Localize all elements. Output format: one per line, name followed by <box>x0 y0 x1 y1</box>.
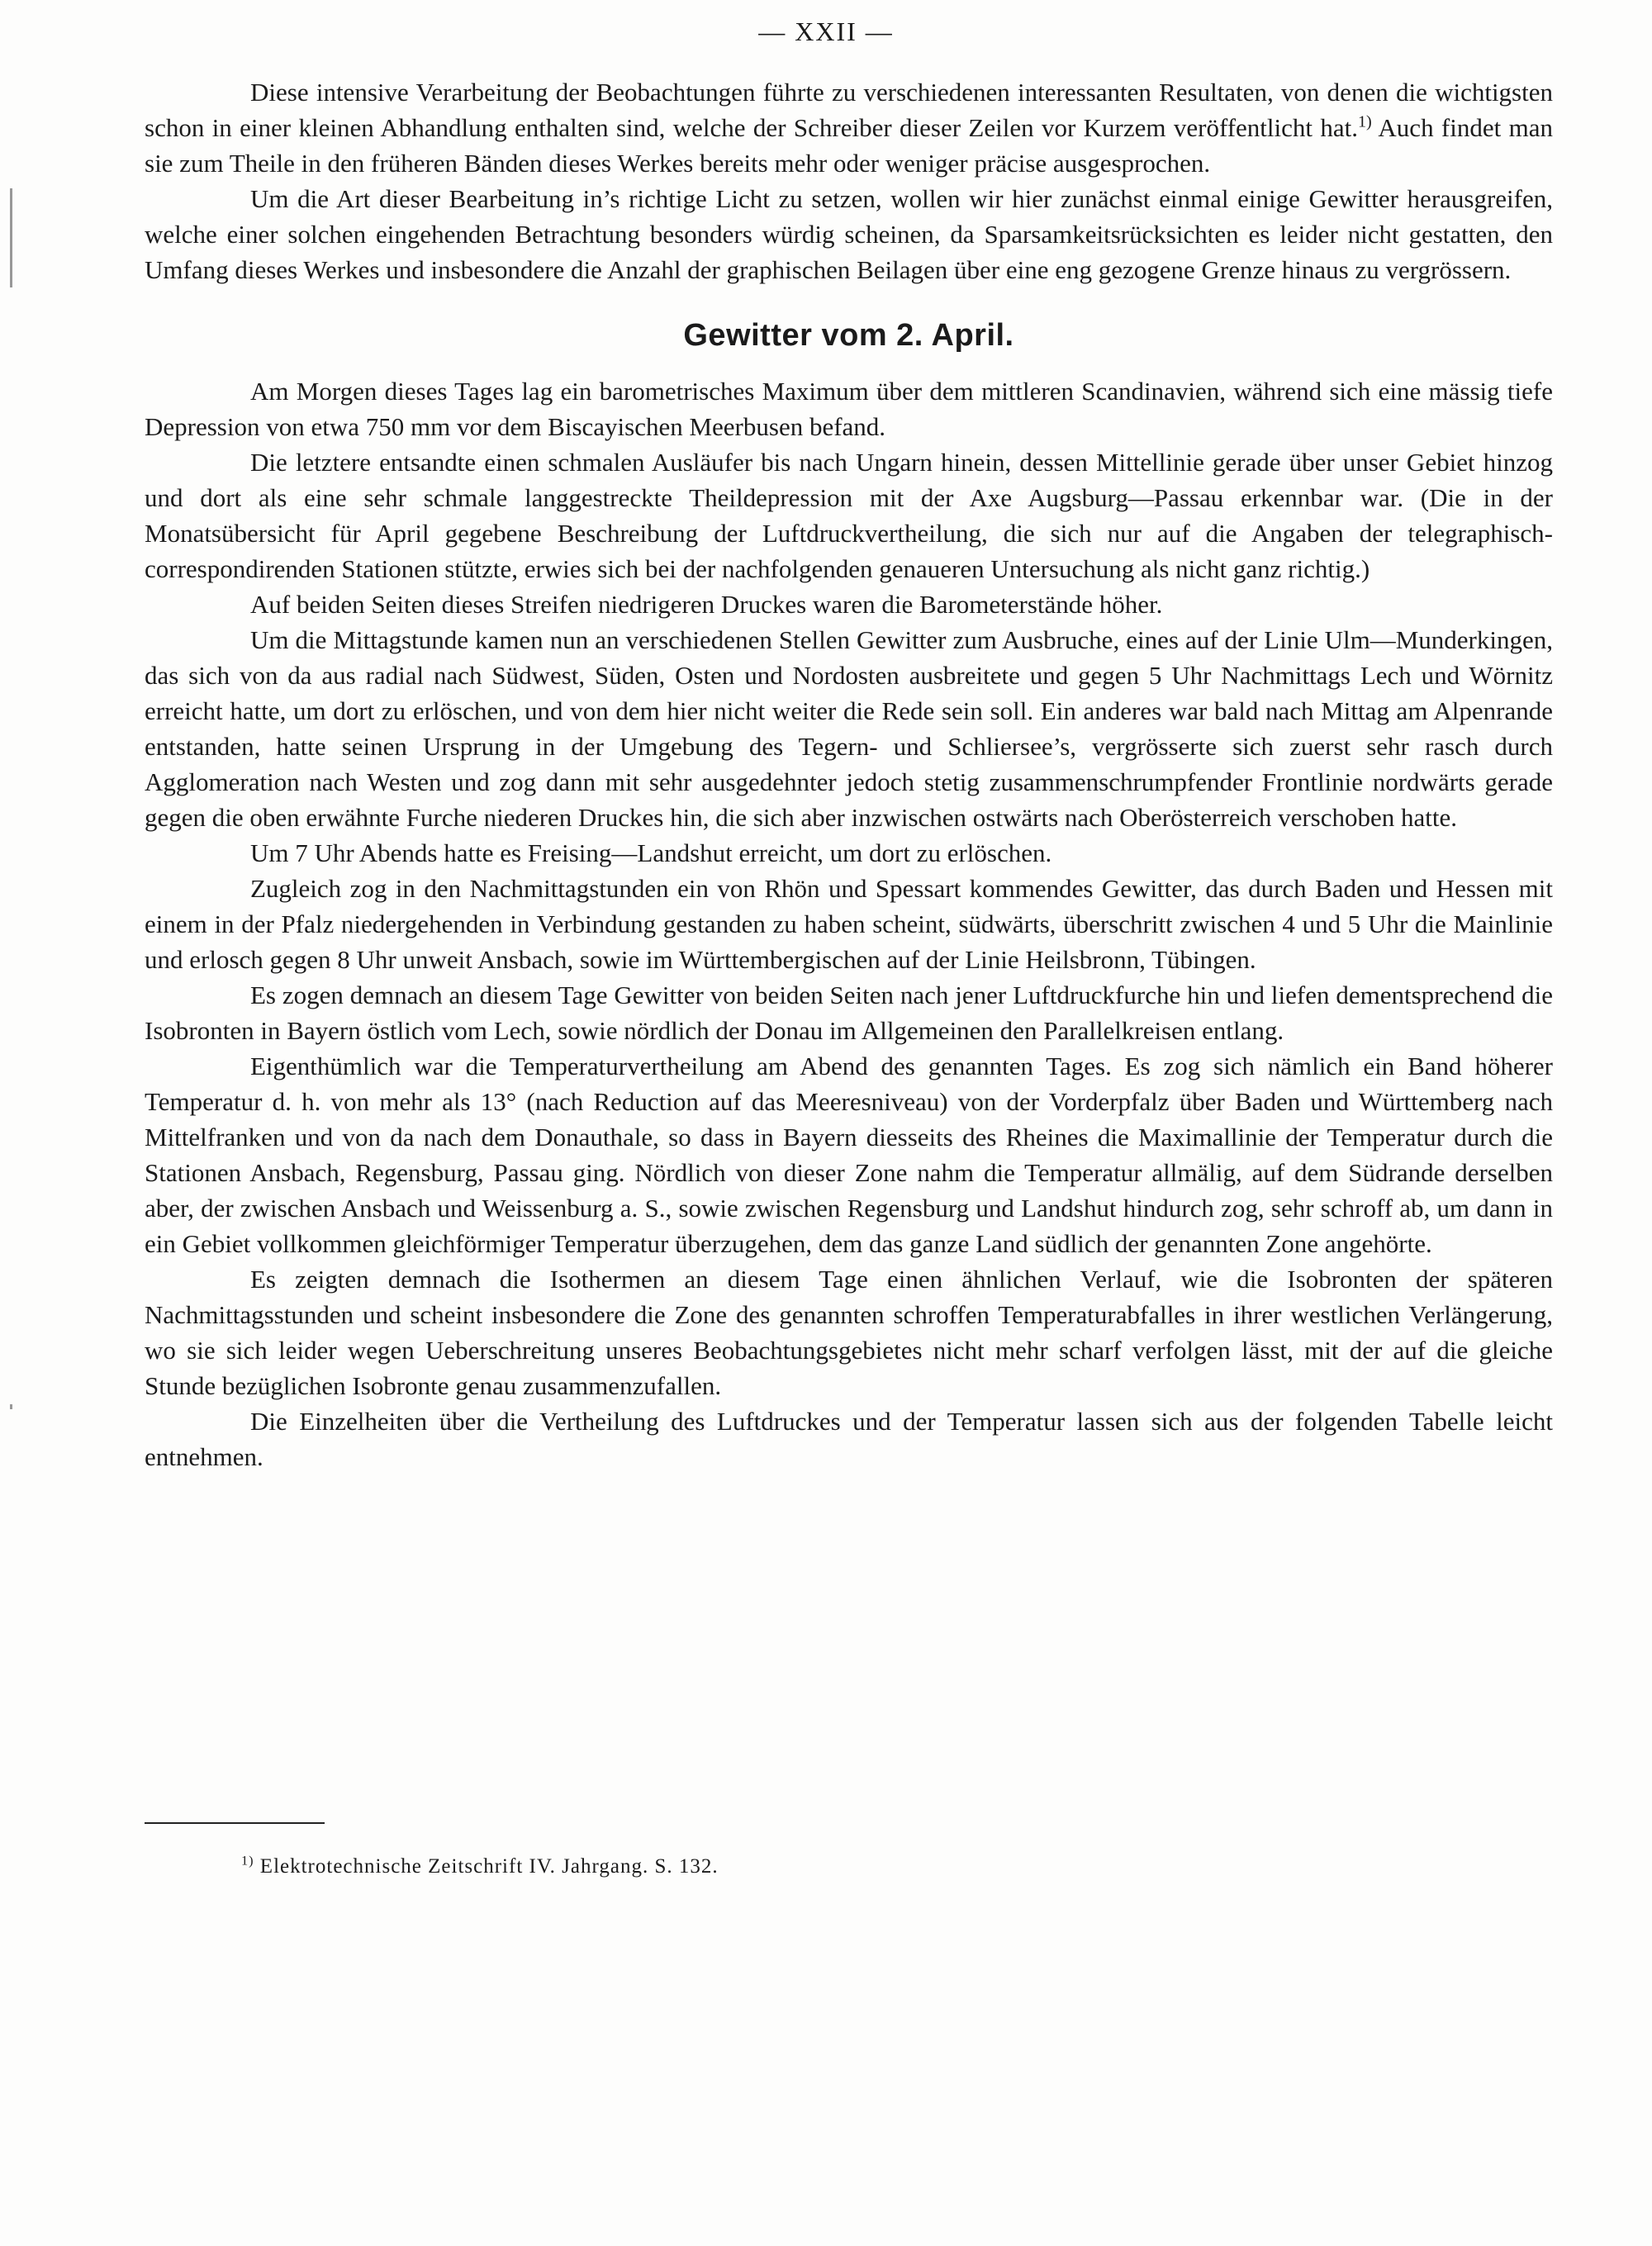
intro-paragraph-1-continued: Auch findet man sie zum Theile in den früheren Bänden dieses Werkes bereits mehr oder weniger präcise ausgesprochen. <box>145 113 1553 178</box>
section-paragraph: Auf beiden Seiten dieses Streifen niedrigeren Druckes waren die Barometerstände höher. <box>250 590 1163 619</box>
footnote-divider <box>145 1822 325 1824</box>
intro-paragraph-2: Um die Art dieser Bearbeitung in’s richtige Licht zu setzen, wollen wir hier zunächst einmal einige Gewitter herausgreifen, welche einer solchen eingehenden Betrachtung besonders würdig scheinen, da Sparsamkeitsrücksichten es leider nicht gestatten, den Umfang dieses Werkes und insbesondere die Anzahl der graphischen Beilagen über eine eng gezogene Grenze hinaus zu vergrössern. <box>145 184 1553 284</box>
intro-paragraph-1-text: Diese intensive Verarbeitung der Beobachtungen führte zu verschiedenen interessanten Resultaten, von denen die wichtigsten schon in einer kleinen Abhandlung enthalten sind, welche der Schreiber dieser Zeilen vor Kurzem veröffentlicht hat. <box>145 78 1553 142</box>
section-paragraph: Am Morgen dieses Tages lag ein barometrisches Maximum über dem mittleren Scandinavien, während sich eine mässig tiefe Depression von etwa 750 mm vor dem Biscayischen Meerbusen befand. <box>145 377 1553 441</box>
section-paragraph: Es zeigten demnach die Isothermen an diesem Tage einen ähnlichen Verlauf, wie die Isobronten der späteren Nachmittagsstunden und scheint insbesondere die Zone des genannten schroffen Temperaturabfalles in ihrer westlichen Verlängerung, wo sie sich leider wegen Ueberschreitung unseres Beobachtungsgebietes nicht mehr scharf verfolgen lässt, mit der auf die gleiche Stunde bezüglichen Isobronte genau zusammenzufallen. <box>145 1265 1553 1400</box>
section-paragraph: Es zogen demnach an diesem Tage Gewitter von beiden Seiten nach jener Luftdruckfurche hin und liefen dementsprechend die Isobronten in Bayern östlich vom Lech, sowie nördlich der Donau im Allgemeinen den Parallelkreisen entlang. <box>145 981 1553 1045</box>
intro-paragraph-1 <box>145 74 1553 181</box>
section-paragraph: Die letztere entsandte einen schmalen Ausläufer bis nach Ungarn hinein, dessen Mittellinie gerade über unser Gebiet hinzog und dort als eine sehr schmale langgestreckte Theildepression mit der Axe Augsburg—Passau erkennbar war. (Die in der Monatsübersicht für April gegebene Beschreibung der Luftdruckvertheilung, die sich nur auf die Angaben der telegraphisch-correspondirenden Stationen stützte, erwies sich bei der nachfolgenden genaueren Untersuchung als nicht ganz richtig.) <box>145 448 1553 583</box>
footnote <box>241 1854 719 1880</box>
section-paragraph: Zugleich zog in den Nachmittagstunden ein von Rhön und Spessart kommendes Gewitter, das durch Baden und Hessen mit einem in der Pfalz niedergehenden in Verbindung gestanden zu haben scheint, südwärts, überschritt zwischen 4 und 5 Uhr die Mainlinie und erlosch gegen 8 Uhr unweit Ansbach, sowie im Württembergischen auf der Linie Heilsbronn, Tübingen. <box>145 874 1553 974</box>
section-paragraph: Um die Mittagstunde kamen nun an verschiedenen Stellen Gewitter zum Ausbruche, eines auf der Linie Ulm—Munderkingen, das sich von da aus radial nach Südwest, Süden, Osten und Nordosten ausbreitete und gegen 5 Uhr Nachmittags Lech und Wörnitz erreicht hatte, um dort zu erlöschen, und von dem hier nicht weiter die Rede sein soll. Ein anderes war bald nach Mittag am Alpenrande entstanden, hatte seinen Ursprung in der Umgebung des Tegern- und Schliersee’s, vergrösserte sich zuerst sehr rasch durch Agglomeration nach Westen und zog dann mit sehr ausgedehnter jedoch stetig zusammenschrumpfender Frontlinie nordwärts gerade gegen die oben erwähnte Furche niederen Druckes hin, die sich aber inzwischen ostwärts nach Oberösterreich verschoben hatte. <box>145 625 1553 832</box>
section-paragraph: Die Einzelheiten über die Vertheilung des Luftdruckes und der Temperatur lassen sich aus der folgenden Tabelle leicht entnehmen. <box>145 1407 1553 1471</box>
footnote-reference[interactable]: 1) <box>1357 112 1372 131</box>
section-paragraph: Um 7 Uhr Abends hatte es Freising—Landshut erreicht, um dort zu erlöschen. <box>250 838 1052 867</box>
section-heading: Gewitter vom 2. April. <box>683 318 1014 353</box>
body-text <box>145 74 1553 1474</box>
section-paragraph: Eigenthümlich war die Temperaturvertheilung am Abend des genannten Tages. Es zog sich nämlich ein Band höherer Temperatur d. h. von mehr als 13° (nach Reduction auf das Meeresniveau) von der Vorderpfalz über Baden und Württemberg nach Mittelfranken und von da nach dem Donauthale, so dass in Bayern diesseits des Rheines die Maximallinie der Temperatur durch die Stationen Ansbach, Regensburg, Passau ging. Nördlich von dieser Zone nahm die Temperatur allmälig, auf dem Südrande derselben aber, der zwischen Ansbach und Weissenburg a. S., sowie zwischen Regensburg und Landshut hindurch zog, sehr schroff ab, um dann in ein Gebiet vollkommen gleichförmiger Temperatur überzugehen, dem das ganze Land südlich der genannten Zone angehörte. <box>145 1052 1553 1258</box>
margin-mark <box>10 188 12 287</box>
margin-mark <box>10 1404 12 1409</box>
footnote-mark: 1) <box>241 1853 254 1869</box>
footnote-text: Elektrotechnische Zeitschrift IV. Jahrgang. S. 132. <box>254 1855 719 1878</box>
page-number: — XXII — <box>758 17 894 46</box>
